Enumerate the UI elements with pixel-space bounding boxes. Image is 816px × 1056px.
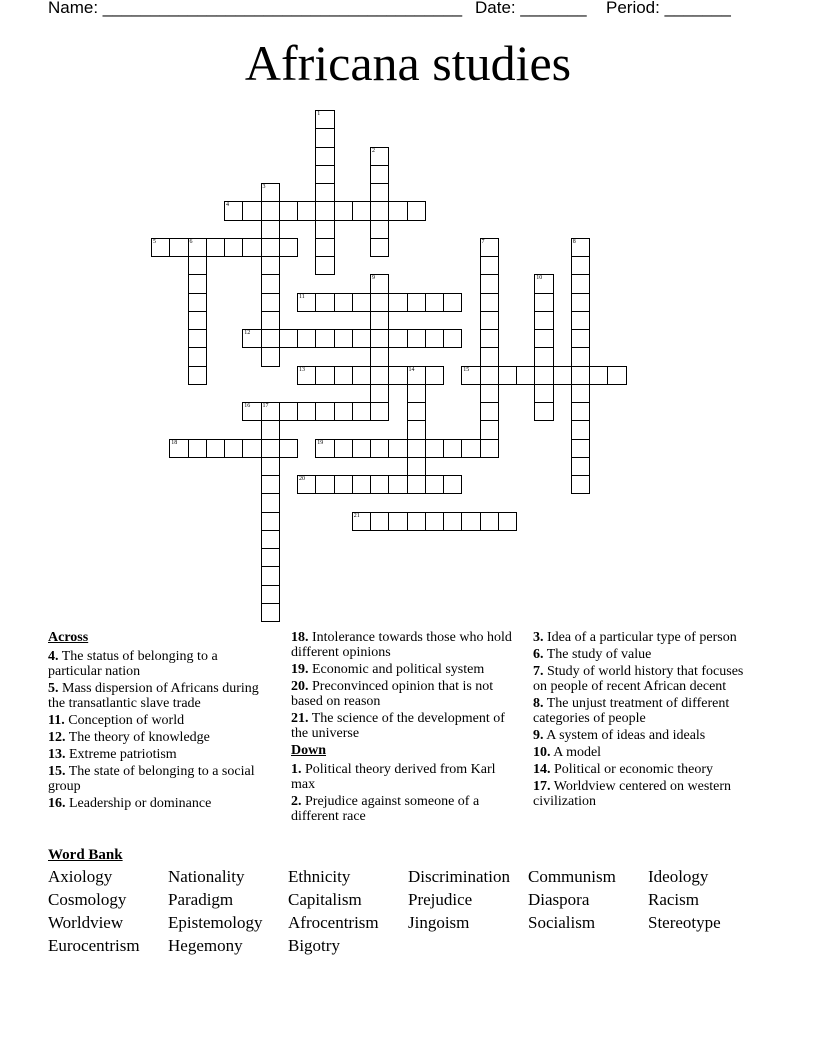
grid-cell[interactable] (370, 311, 389, 330)
clue-item-number: 21. (291, 711, 309, 726)
clue-item-text: The state of belonging to a social group (48, 764, 255, 794)
word-bank-title: Word Bank (48, 847, 123, 863)
grid-cell[interactable] (407, 293, 426, 312)
grid-cell[interactable] (169, 238, 188, 257)
clue-number: 8 (572, 238, 576, 245)
grid-cell[interactable] (407, 512, 426, 531)
grid-cell[interactable] (370, 201, 389, 220)
grid-cell[interactable] (571, 238, 590, 257)
word-bank-item: Eurocentrism (48, 936, 140, 955)
grid-cell[interactable] (388, 293, 407, 312)
grid-cell[interactable] (370, 329, 389, 348)
clue-item-number: 19. (291, 662, 309, 677)
grid-cell[interactable] (425, 293, 444, 312)
grid-cell[interactable] (388, 475, 407, 494)
clue-item (48, 730, 273, 745)
grid-cell[interactable] (388, 201, 407, 220)
grid-cell[interactable] (571, 311, 590, 330)
grid-cell[interactable] (480, 384, 499, 403)
grid-cell[interactable] (224, 201, 243, 220)
grid-cell[interactable] (480, 512, 499, 531)
grid-cell[interactable] (498, 512, 517, 531)
clue-item (533, 728, 758, 743)
grid-cell[interactable] (407, 384, 426, 403)
clue-item (291, 794, 516, 824)
clue-item (533, 779, 758, 809)
clue-item-number: 1. (291, 762, 302, 777)
word-bank-item: Diaspora (528, 890, 590, 909)
grid-cell[interactable] (261, 220, 280, 239)
grid-cell[interactable] (534, 402, 553, 421)
grid-cell[interactable] (261, 238, 280, 257)
grid-cell[interactable] (407, 329, 426, 348)
grid-cell[interactable] (261, 566, 280, 585)
grid-cell[interactable] (261, 329, 280, 348)
grid-cell[interactable] (534, 293, 553, 312)
clue-item (291, 679, 516, 709)
word-bank-item: Ethnicity (288, 867, 351, 886)
grid-cell[interactable] (315, 165, 334, 184)
grid-cell[interactable] (297, 475, 316, 494)
grid-cell[interactable] (480, 238, 499, 257)
grid-cell[interactable] (315, 220, 334, 239)
clue-item-text: The unjust treatment of different categories of people (533, 696, 730, 726)
grid-cell[interactable] (534, 384, 553, 403)
grid-cell[interactable] (571, 293, 590, 312)
grid-cell[interactable] (261, 293, 280, 312)
grid-cell[interactable] (261, 603, 280, 622)
grid-cell[interactable] (279, 439, 298, 458)
clue-item (533, 745, 758, 760)
clue-item-text: Economic and political system (308, 662, 485, 677)
grid-cell[interactable] (334, 293, 353, 312)
clues-column-2 (291, 630, 516, 826)
grid-cell[interactable] (188, 293, 207, 312)
grid-cell[interactable] (261, 183, 280, 202)
grid-cell[interactable] (480, 329, 499, 348)
grid-cell[interactable] (571, 347, 590, 366)
grid-cell[interactable] (315, 439, 334, 458)
grid-cell[interactable] (571, 457, 590, 476)
clue-item (48, 713, 273, 728)
grid-cell[interactable] (352, 475, 371, 494)
grid-cell[interactable] (370, 512, 389, 531)
grid-cell[interactable] (425, 439, 444, 458)
grid-cell[interactable] (461, 512, 480, 531)
clue-item-text: The study of value (543, 647, 652, 662)
grid-cell[interactable] (261, 475, 280, 494)
word-bank-item: Paradigm (168, 890, 234, 909)
clue-item-number: 2. (291, 794, 302, 809)
grid-cell[interactable] (334, 439, 353, 458)
grid-cell[interactable] (443, 512, 462, 531)
grid-cell[interactable] (297, 329, 316, 348)
clue-number: 19 (317, 439, 324, 446)
clue-item-text: Preconvinced opinion that is not based on reason (291, 679, 494, 709)
grid-cell[interactable] (571, 439, 590, 458)
clue-item-number: 14. (533, 762, 551, 777)
grid-cell[interactable] (571, 274, 590, 293)
clue-item-text: A model (550, 745, 602, 760)
word-bank-item: Communism (528, 867, 616, 886)
grid-cell[interactable] (498, 366, 517, 385)
grid-cell[interactable] (388, 439, 407, 458)
across-clue-list-continued (291, 630, 516, 741)
grid-cell[interactable] (188, 329, 207, 348)
grid-cell[interactable] (407, 366, 426, 385)
word-bank-item: Prejudice (408, 890, 473, 909)
clue-number: 7 (481, 238, 485, 245)
clue-number: 17 (262, 403, 269, 409)
grid-cell[interactable] (352, 439, 371, 458)
word-bank-item: Afrocentrism (288, 913, 379, 932)
word-bank-item: Racism (648, 890, 699, 909)
clue-item (48, 796, 273, 811)
word-bank-item: Socialism (528, 913, 596, 932)
clue-item-text: A system of ideas and ideals (543, 728, 706, 743)
grid-cell[interactable] (370, 402, 389, 421)
grid-cell[interactable] (571, 402, 590, 421)
down-clue-list-continued (533, 630, 758, 809)
clue-item-number: 13. (48, 747, 66, 762)
clue-item-number: 5. (48, 681, 59, 696)
grid-cell[interactable] (571, 366, 590, 385)
clue-item (533, 664, 758, 694)
clue-item-text: Political or economic theory (550, 762, 714, 777)
grid-cell[interactable] (261, 548, 280, 567)
clue-number: 14 (408, 366, 415, 373)
clue-item (291, 711, 516, 741)
grid-cell[interactable] (534, 366, 553, 385)
grid-cell[interactable] (261, 256, 280, 275)
clue-item-text: The status of belonging to a particular nation (48, 649, 218, 679)
clue-number: 12 (244, 330, 251, 336)
grid-cell[interactable] (261, 311, 280, 330)
grid-cell[interactable] (261, 402, 280, 421)
period-field-label[interactable]: Period: _______ (606, 0, 731, 17)
grid-cell[interactable] (425, 366, 444, 385)
grid-cell[interactable] (297, 366, 316, 385)
grid-cell[interactable] (169, 439, 188, 458)
down-heading: Down (291, 743, 327, 758)
word-bank-item: Discrimination (408, 867, 510, 886)
grid-cell[interactable] (480, 420, 499, 439)
grid-cell[interactable] (188, 238, 207, 257)
clue-item (533, 696, 758, 726)
clue-number: 10 (536, 275, 543, 282)
grid-cell[interactable] (589, 366, 608, 385)
grid-cell[interactable] (571, 329, 590, 348)
grid-cell[interactable] (315, 475, 334, 494)
clue-item-number: 8. (533, 696, 544, 711)
grid-cell[interactable] (315, 293, 334, 312)
clue-item-number: 4. (48, 649, 59, 664)
grid-cell[interactable] (352, 293, 371, 312)
grid-cell[interactable] (242, 439, 261, 458)
grid-cell[interactable] (480, 439, 499, 458)
word-bank-item: Stereotype (648, 913, 721, 932)
grid-cell[interactable] (480, 274, 499, 293)
clue-item (48, 681, 273, 711)
grid-cell[interactable] (315, 201, 334, 220)
clue-item-text: Prejudice against someone of a different race (291, 794, 480, 824)
grid-cell[interactable] (261, 274, 280, 293)
word-bank-item: Jingoism (408, 913, 470, 932)
grid-cell[interactable] (607, 366, 626, 385)
grid-cell[interactable] (261, 439, 280, 458)
grid-cell[interactable] (188, 311, 207, 330)
clue-item-text: Worldview centered on western civilization (533, 779, 732, 809)
grid-cell[interactable] (443, 293, 462, 312)
clue-number: 6 (189, 238, 193, 245)
grid-cell[interactable] (443, 475, 462, 494)
word-bank-item: Epistemology (168, 913, 263, 932)
grid-cell[interactable] (352, 402, 371, 421)
clue-item-text: Leadership or dominance (65, 796, 212, 811)
grid-cell[interactable] (425, 475, 444, 494)
grid-cell[interactable] (534, 274, 553, 293)
clue-item-number: 15. (48, 764, 66, 779)
grid-cell[interactable] (261, 530, 280, 549)
clue-item (48, 649, 273, 679)
grid-cell[interactable] (315, 402, 334, 421)
clue-item-number: 10. (533, 745, 551, 760)
grid-cell[interactable] (370, 347, 389, 366)
clues-column-1 (48, 630, 273, 813)
clue-item-text: The science of the development of the universe (291, 711, 505, 741)
grid-cell[interactable] (370, 439, 389, 458)
grid-cell[interactable] (443, 439, 462, 458)
grid-cell[interactable] (407, 201, 426, 220)
clue-item-text: Conception of world (64, 713, 185, 728)
clue-item-number: 18. (291, 630, 309, 645)
clue-number: 20 (299, 476, 305, 482)
grid-cell[interactable] (571, 256, 590, 275)
grid-cell[interactable] (370, 274, 389, 293)
grid-cell[interactable] (461, 439, 480, 458)
grid-cell[interactable] (425, 329, 444, 348)
grid-cell[interactable] (370, 220, 389, 239)
grid-cell[interactable] (224, 238, 243, 257)
grid-cell[interactable] (279, 402, 298, 421)
down-clue-list (291, 762, 516, 824)
grid-cell[interactable] (261, 493, 280, 512)
clue-item-number: 9. (533, 728, 544, 743)
clue-number: 15 (463, 366, 470, 373)
clue-item-number: 20. (291, 679, 309, 694)
grid-cell[interactable] (461, 366, 480, 385)
grid-cell[interactable] (407, 420, 426, 439)
grid-cell[interactable] (534, 311, 553, 330)
clue-item-number: 12. (48, 730, 66, 745)
grid-cell[interactable] (407, 457, 426, 476)
grid-cell[interactable] (315, 147, 334, 166)
word-bank-item: Axiology (48, 867, 113, 886)
clue-item-number: 7. (533, 664, 544, 679)
grid-cell[interactable] (206, 238, 225, 257)
clue-item (291, 762, 516, 792)
clues-column-3 (533, 630, 758, 811)
word-bank-item: Hegemony (168, 936, 243, 955)
grid-cell[interactable] (443, 329, 462, 348)
word-bank-item: Nationality (168, 867, 245, 886)
grid-cell[interactable] (571, 384, 590, 403)
name-field-label[interactable]: Name: ______________________________________ (48, 0, 463, 17)
grid-cell[interactable] (480, 256, 499, 275)
grid-cell[interactable] (370, 293, 389, 312)
grid-cell[interactable] (425, 512, 444, 531)
grid-cell[interactable] (370, 165, 389, 184)
grid-cell[interactable] (242, 329, 261, 348)
grid-cell[interactable] (516, 366, 535, 385)
clue-number: 18 (171, 439, 178, 446)
clue-item-number: 6. (533, 647, 544, 662)
grid-cell[interactable] (534, 347, 553, 366)
grid-cell[interactable] (261, 420, 280, 439)
grid-cell[interactable] (261, 347, 280, 366)
grid-cell[interactable] (334, 402, 353, 421)
clue-item (291, 662, 516, 677)
grid-cell[interactable] (370, 238, 389, 257)
grid-cell[interactable] (188, 439, 207, 458)
grid-cell[interactable] (352, 512, 371, 531)
clue-number: 4 (226, 202, 229, 209)
grid-cell[interactable] (188, 274, 207, 293)
grid-cell[interactable] (188, 347, 207, 366)
grid-cell[interactable] (315, 238, 334, 257)
grid-cell[interactable] (315, 110, 334, 129)
word-bank-item: Ideology (648, 867, 709, 886)
clue-number: 2 (372, 147, 375, 154)
grid-cell[interactable] (315, 128, 334, 147)
grid-cell[interactable] (534, 329, 553, 348)
grid-cell[interactable] (370, 475, 389, 494)
grid-cell[interactable] (571, 420, 590, 439)
clue-item-text: Idea of a particular type of person (543, 630, 737, 645)
grid-cell[interactable] (188, 256, 207, 275)
clue-item-text: Political theory derived from Karl max (291, 762, 496, 792)
clue-number: 1 (317, 111, 321, 117)
grid-cell[interactable] (297, 293, 316, 312)
clue-item-text: Extreme patriotism (65, 747, 177, 762)
puzzle-title: Africana studies (244, 35, 572, 91)
grid-cell[interactable] (261, 512, 280, 531)
clue-item (533, 647, 758, 662)
across-heading: Across (48, 630, 89, 645)
grid-cell[interactable] (242, 238, 261, 257)
clue-item-text: Intolerance towards those who hold different opinions (291, 630, 512, 660)
word-bank-item: Worldview (48, 913, 124, 932)
grid-cell[interactable] (315, 329, 334, 348)
across-clue-list (48, 649, 273, 811)
clue-number: 5 (153, 238, 156, 245)
grid-cell[interactable] (388, 366, 407, 385)
grid-cell[interactable] (480, 347, 499, 366)
grid-cell[interactable] (407, 439, 426, 458)
grid-cell[interactable] (370, 366, 389, 385)
grid-cell[interactable] (279, 329, 298, 348)
clue-item (48, 747, 273, 762)
grid-cell[interactable] (315, 366, 334, 385)
clue-number: 13 (299, 366, 305, 373)
grid-cell[interactable] (352, 329, 371, 348)
clue-item (48, 764, 273, 794)
grid-cell[interactable] (279, 238, 298, 257)
grid-cell[interactable] (553, 366, 572, 385)
grid-cell[interactable] (261, 457, 280, 476)
grid-cell[interactable] (261, 201, 280, 220)
clue-item-number: 16. (48, 796, 66, 811)
grid-cell[interactable] (297, 201, 316, 220)
grid-cell[interactable] (480, 293, 499, 312)
clue-number: 11 (299, 293, 305, 300)
grid-cell[interactable] (388, 329, 407, 348)
grid-cell[interactable] (480, 311, 499, 330)
grid-cell[interactable] (151, 238, 170, 257)
grid-cell[interactable] (242, 201, 261, 220)
grid-cell[interactable] (297, 402, 316, 421)
grid-cell[interactable] (334, 201, 353, 220)
grid-cell[interactable] (407, 475, 426, 494)
grid-cell[interactable] (261, 585, 280, 604)
clue-number: 9 (372, 275, 375, 282)
grid-cell[interactable] (206, 439, 225, 458)
word-bank-item: Bigotry (288, 936, 340, 955)
grid-cell[interactable] (334, 475, 353, 494)
clue-item (533, 630, 758, 645)
word-bank-item: Cosmology (48, 890, 127, 909)
grid-cell[interactable] (352, 366, 371, 385)
clue-number: 16 (244, 403, 251, 409)
grid-cell[interactable] (480, 402, 499, 421)
clue-item-number: 3. (533, 630, 544, 645)
grid-cell[interactable] (242, 402, 261, 421)
date-field-label[interactable]: Date: _______ (475, 0, 587, 17)
grid-cell[interactable] (334, 329, 353, 348)
grid-cell[interactable] (352, 201, 371, 220)
grid-cell[interactable] (224, 439, 243, 458)
grid-cell[interactable] (370, 384, 389, 403)
clue-item-text: Mass dispersion of Africans during the transatlantic slave trade (48, 681, 259, 711)
clue-item-text: The theory of knowledge (65, 730, 210, 745)
clue-item-text: Study of world history that focuses on people of recent African decent (533, 664, 744, 694)
grid-cell[interactable] (315, 256, 334, 275)
grid-cell[interactable] (334, 366, 353, 385)
grid-cell[interactable] (279, 201, 298, 220)
grid-cell[interactable] (370, 147, 389, 166)
clue-item (533, 762, 758, 777)
clue-item-number: 11. (48, 713, 65, 728)
clue-item-number: 17. (533, 779, 551, 794)
grid-cell[interactable] (571, 475, 590, 494)
grid-cell[interactable] (388, 512, 407, 531)
word-bank-item: Capitalism (288, 890, 362, 909)
grid-cell[interactable] (407, 402, 426, 421)
clue-number: 3 (262, 184, 266, 190)
grid-cell[interactable] (315, 183, 334, 202)
grid-cell[interactable] (188, 366, 207, 385)
grid-cell[interactable] (370, 183, 389, 202)
clue-item (291, 630, 516, 660)
clue-number: 21 (353, 512, 360, 519)
grid-cell[interactable] (480, 366, 499, 385)
